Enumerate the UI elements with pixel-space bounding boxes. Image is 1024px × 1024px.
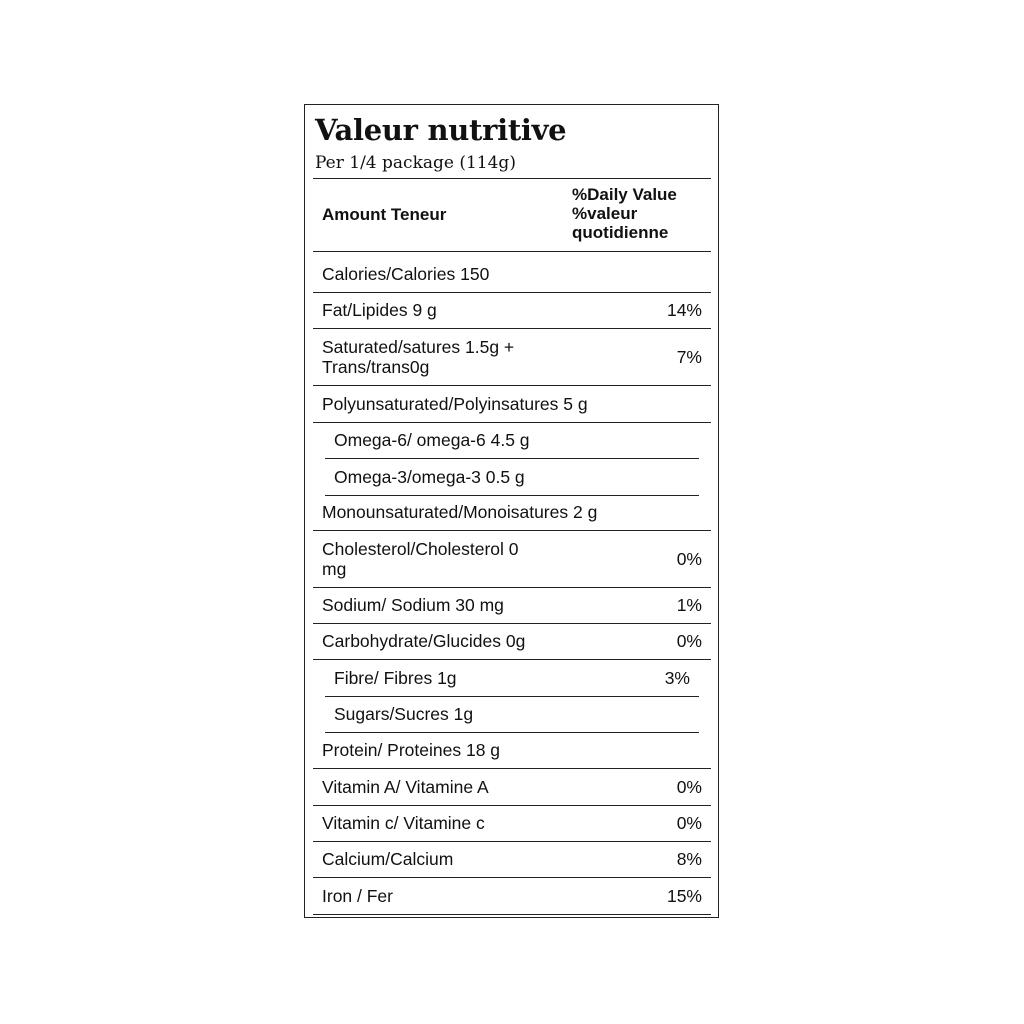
nutrient-label-line: Sugars/Sucres 1g [334, 704, 474, 724]
row-divider [325, 458, 699, 459]
nutrient-label-line: Monounsaturated/Monoisatures 2 g [322, 501, 598, 522]
row-divider [313, 841, 711, 842]
row-divider [313, 877, 711, 878]
daily-value-percent: 3% [664, 667, 690, 688]
daily-value-percent: 0% [676, 549, 702, 569]
nutrition-facts-panel [304, 104, 719, 918]
nutrient-label [322, 813, 485, 833]
divider [313, 178, 711, 179]
nutrient-label-line: Polyunsaturated/Polyinsatures 5 g [322, 394, 588, 414]
row-divider [313, 328, 711, 329]
nutrient-label-line: Calcium/Calcium [322, 849, 454, 869]
nutrient-label-line: Trans/trans0g [322, 357, 430, 377]
nutrient-label-line: Vitamin A/ Vitamine A [322, 776, 489, 797]
amount-header: Amount Teneur [322, 205, 447, 224]
daily-value-percent: 0% [676, 812, 702, 833]
nutrient-label [322, 740, 500, 760]
row-divider [313, 422, 711, 423]
row-divider [313, 805, 711, 806]
nutrient-label [322, 631, 525, 651]
nutrient-label [334, 467, 525, 487]
nutrient-label [334, 668, 457, 688]
nutrient-label-line: Omega-6/ omega-6 4.5 g [334, 430, 530, 450]
nutrient-label-line: Fibre/ Fibres 1g [334, 667, 457, 688]
nutrient-label-line: mg [322, 559, 347, 579]
nutrient-label-line: Sodium/ Sodium 30 mg [322, 594, 504, 615]
row-divider [313, 530, 711, 531]
nutrient-label [322, 539, 519, 579]
row-divider [313, 587, 711, 588]
daily-value-percent: 0% [676, 776, 702, 797]
daily-value-percent: 0% [676, 631, 702, 651]
daily-value-header-line: quotidienne [572, 223, 669, 242]
serving-size: Per 1/4 package (114g) [315, 153, 516, 173]
nutrient-label [322, 264, 489, 284]
nutrient-label [322, 886, 393, 906]
row-divider [325, 732, 699, 733]
nutrient-label-line: Saturated/satures 1.5g + [322, 337, 515, 357]
nutrient-label-line: Carbohydrate/Glucides 0g [322, 631, 526, 651]
row-divider [313, 914, 711, 915]
daily-value-header [572, 185, 677, 242]
daily-value-header-line: %Daily Value [572, 185, 677, 204]
nutrient-label-line: Cholesterol/Cholesterol 0 [322, 539, 519, 559]
nutrient-label-line: Fat/Lipides 9 g [322, 300, 437, 320]
row-divider [313, 385, 711, 386]
row-divider [313, 659, 711, 660]
nutrient-label [322, 337, 514, 377]
row-divider [313, 292, 711, 293]
nutrient-label [334, 430, 530, 450]
row-divider [313, 623, 711, 624]
nutrient-label [322, 849, 453, 869]
divider [313, 251, 711, 252]
nutrient-label-line: Iron / Fer [322, 886, 393, 906]
row-divider [313, 768, 711, 769]
nutrient-label [334, 704, 473, 724]
daily-value-percent: 8% [676, 849, 702, 869]
row-divider [325, 495, 699, 496]
nutrient-label-line: Protein/ Proteines 18 g [322, 740, 501, 760]
daily-value-percent: 15% [666, 886, 702, 906]
nutrient-label-line: Vitamin c/ Vitamine c [322, 812, 485, 833]
daily-value-percent: 1% [676, 594, 702, 615]
nutrient-label [322, 300, 437, 320]
daily-value-percent: 7% [676, 347, 702, 367]
nutrient-label [322, 595, 504, 615]
label-title: Valeur nutritive [315, 113, 567, 147]
nutrient-label-line: Calories/Calories 150 [322, 264, 490, 284]
nutrient-label-line: Omega-3/omega-3 0.5 g [334, 466, 525, 487]
row-divider [325, 696, 699, 697]
nutrient-label [322, 502, 597, 522]
nutrient-label [322, 394, 588, 414]
daily-value-percent: 14% [666, 300, 702, 320]
daily-value-header-line: %valeur [572, 204, 638, 223]
nutrient-label [322, 777, 489, 797]
